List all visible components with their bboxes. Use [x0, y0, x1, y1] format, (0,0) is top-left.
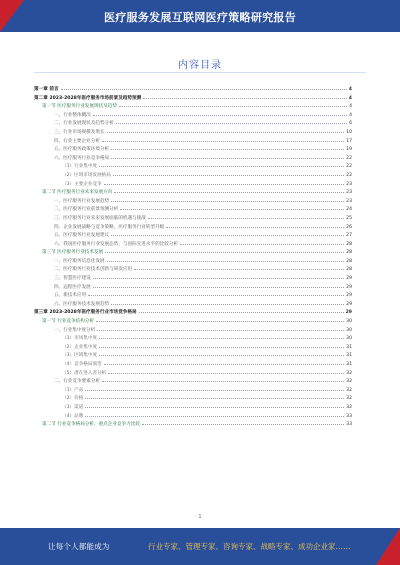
toc-entry[interactable]: [34, 127, 352, 136]
toc-entry-page: 29: [346, 301, 352, 307]
toc-entry-page: 27: [346, 233, 352, 239]
toc-entry[interactable]: [34, 101, 352, 110]
footer-banner: [0, 528, 400, 565]
toc-entry-page: 31: [346, 353, 352, 359]
toc-entry-page: 32: [346, 404, 352, 410]
toc-entry-title: 一、行业整体概况: [54, 112, 91, 118]
toc-entry-title: 二、医疗服务行业前景预测分析: [54, 207, 119, 213]
toc-leader-dots: [102, 376, 344, 382]
toc-entry[interactable]: [34, 179, 352, 188]
toc-heading: 内容目录: [178, 60, 222, 71]
toc-entry-title: 第二章 2023-2028年医疗服务市场前景及趋势预测: [34, 95, 142, 101]
toc-entry-page: 4: [349, 112, 352, 118]
toc-entry[interactable]: [34, 307, 352, 316]
toc-entry-page: 22: [346, 172, 352, 178]
toc-entry-page: 30: [346, 327, 352, 333]
toc-entry-title: 四、企业发展战略与竞争策略，医疗服务行业转型升级: [54, 224, 165, 230]
toc-entry[interactable]: [34, 359, 352, 368]
toc-leader-dots: [85, 411, 344, 417]
toc-entry[interactable]: [34, 402, 352, 411]
toc-entry[interactable]: [34, 247, 352, 256]
toc-entry-page: 24: [346, 207, 352, 213]
toc-entry[interactable]: [34, 170, 352, 179]
toc-entry-page: 29: [346, 284, 352, 290]
toc-leader-dots: [111, 153, 344, 159]
toc-entry-page: 31: [346, 344, 352, 350]
toc-leader-dots: [96, 316, 344, 322]
toc-entry[interactable]: [34, 153, 352, 162]
toc-leader-dots: [85, 393, 344, 399]
toc-entry-title: 第一节 医疗服务行业发展现状及趋势: [42, 104, 117, 110]
toc-entry-title: （2）企业集中度: [62, 344, 98, 350]
toc-entry-page: 33: [346, 422, 352, 428]
toc-leader-dots: [166, 222, 344, 228]
footer-tagline: 行业专家、管理专家、咨询专家、战略专家、成功企业家……: [148, 542, 351, 551]
toc-entry-page: 28: [346, 250, 352, 256]
report-header-banner: [0, 0, 400, 32]
toc-entry-title: （3）渠道: [62, 404, 84, 410]
toc-entry-page: 4: [349, 104, 352, 110]
toc-entry[interactable]: [34, 84, 352, 93]
toc-entry-page: 23: [346, 181, 352, 187]
toc-entry[interactable]: [34, 213, 352, 222]
toc-leader-dots: [111, 144, 344, 150]
toc-leader-dots: [116, 118, 347, 124]
toc-entry[interactable]: [34, 290, 352, 299]
toc-leader-dots: [85, 385, 344, 391]
toc-entry[interactable]: [34, 333, 352, 342]
toc-entry[interactable]: [34, 230, 352, 239]
toc-leader-dots: [93, 273, 344, 279]
toc-entry[interactable]: [34, 239, 352, 248]
toc-entry[interactable]: [34, 93, 352, 102]
toc-entry-title: （3）区域集中度: [62, 353, 98, 359]
toc-entry-title: 第三节 医疗服务行业技术发展: [42, 250, 104, 256]
toc-entry-title: （1）行业集中度: [62, 164, 98, 170]
toc-entry-title: 五、医疗服务政策环境分析: [54, 147, 110, 153]
toc-entry-page: 28: [346, 241, 352, 247]
toc-entry-title: （2）价格: [62, 396, 84, 402]
toc-entry[interactable]: [34, 316, 352, 325]
toc-leader-dots: [61, 84, 347, 90]
toc-entry-title: （1）市场集中度: [62, 336, 98, 342]
toc-entry-title: 第三章 2023-2028年医疗服务行业市场竞争格局: [34, 310, 137, 316]
toc-entry[interactable]: [34, 264, 352, 273]
toc-entry[interactable]: [34, 144, 352, 153]
toc-entry[interactable]: [34, 342, 352, 351]
toc-entry[interactable]: [34, 118, 352, 127]
toc-entry-title: （4）品牌: [62, 413, 84, 419]
toc-leader-dots: [99, 350, 344, 356]
toc-entry-title: （3）主要企业竞争: [62, 181, 102, 187]
toc-leader-dots: [119, 101, 347, 107]
toc-entry[interactable]: [34, 368, 352, 377]
toc-leader-dots: [111, 196, 344, 202]
toc-entry-page: 17: [346, 138, 352, 144]
toc-entry-page: 4: [348, 95, 352, 101]
footer-slogan: 让每个人都能成为: [48, 542, 110, 551]
toc-entry-page: 32: [346, 387, 352, 393]
toc-entry-page: 10: [346, 129, 352, 135]
toc-entry[interactable]: [34, 161, 352, 170]
toc-entry-page: 22: [346, 155, 352, 161]
toc-entry-page: 29: [346, 293, 352, 299]
toc-leader-dots: [99, 161, 344, 167]
toc-entry[interactable]: [34, 136, 352, 145]
toc-entry-page: 26: [346, 224, 352, 230]
toc-entry-title: 二、医疗服务行业技术创新与研发应用: [54, 267, 133, 273]
toc-entry-title: 六、医疗服务行业竞争格局: [54, 155, 110, 161]
toc-entry[interactable]: [34, 273, 352, 282]
toc-entry-title: 第一章 前言: [34, 87, 59, 92]
toc-leader-dots: [107, 127, 345, 133]
toc-entry[interactable]: [34, 393, 352, 402]
toc-leader-dots: [104, 179, 344, 185]
toc-leader-dots: [108, 368, 344, 374]
toc-entry-title: 一、医疗服务信息化发展: [54, 258, 105, 264]
toc-leader-dots: [111, 299, 344, 305]
toc-leader-dots: [93, 282, 344, 288]
table-of-contents: [34, 84, 352, 428]
toc-leader-dots: [139, 307, 344, 313]
toc-entry-title: 第二节 行业竞争格局分析，重点企业竞争力比较: [42, 422, 140, 428]
toc-entry-page: 4: [348, 87, 352, 92]
toc-leader-dots: [142, 419, 344, 425]
toc-leader-dots: [97, 325, 344, 331]
toc-entry-page: 33: [346, 413, 352, 419]
report-title: 医疗服务发展互联网医疗策略研究报告: [103, 11, 297, 24]
toc-entry[interactable]: [34, 325, 352, 334]
toc-leader-dots: [113, 170, 344, 176]
toc-entry-title: 三、行业市场规模及增长: [54, 129, 105, 135]
toc-leader-dots: [180, 239, 344, 245]
toc-entry-title: 三、医疗服务行业未来发展面临的机遇与挑战: [54, 215, 146, 221]
toc-entry-title: 二、行业发展现状及趋势分析: [54, 121, 114, 127]
toc-leader-dots: [105, 247, 344, 253]
toc-entry[interactable]: [34, 376, 352, 385]
toc-entry-page: 32: [346, 379, 352, 385]
toc-entry[interactable]: [34, 110, 352, 119]
toc-entry-title: 五、新技术应用: [54, 293, 87, 299]
toc-leader-dots: [148, 213, 344, 219]
toc-leader-dots: [134, 264, 344, 270]
toc-entry-page: 28: [346, 258, 352, 264]
toc-entry-page: 6: [349, 121, 352, 127]
toc-leader-dots: [99, 333, 344, 339]
toc-entry[interactable]: [34, 256, 352, 265]
toc-leader-dots: [93, 110, 347, 116]
toc-entry-title: （2）区域市场发展格局: [62, 172, 111, 178]
toc-entry-title: 一、医疗服务行业发展趋势: [54, 198, 110, 204]
toc-entry[interactable]: [34, 187, 352, 196]
toc-leader-dots: [143, 93, 347, 99]
toc-entry-page: 19: [346, 147, 352, 153]
toc-entry-title: 二、行业竞争要素分析: [54, 379, 100, 385]
page-number: 1: [198, 514, 202, 520]
toc-entry-title: 四、行业主要企业分析: [54, 138, 100, 144]
toc-entry-title: 六、我国医疗服务行业发展态势，与国际先进水平的比较分析: [54, 241, 179, 247]
toc-entry-title: 一、行业集中度分析: [54, 327, 96, 333]
toc-leader-dots: [120, 204, 344, 210]
footer-red-accent: [376, 528, 400, 565]
toc-entry[interactable]: [34, 299, 352, 308]
toc-entry-page: 22: [346, 164, 352, 170]
toc-entry[interactable]: [34, 419, 352, 428]
toc-entry[interactable]: [34, 204, 352, 213]
toc-entry[interactable]: [34, 350, 352, 359]
toc-entry[interactable]: [34, 411, 352, 420]
toc-entry-page: 25: [346, 215, 352, 221]
toc-entry[interactable]: [34, 385, 352, 394]
toc-entry-page: 29: [345, 310, 352, 316]
toc-entry-page: 30: [346, 319, 352, 325]
toc-entry-title: （5）潜在进入者分析: [62, 370, 107, 376]
toc-entry[interactable]: [34, 282, 352, 291]
toc-entry-page: 31: [346, 362, 352, 367]
toc-entry-page: 23: [346, 198, 352, 204]
toc-entry-page: 23: [346, 190, 352, 196]
toc-entry[interactable]: [34, 222, 352, 231]
toc-leader-dots: [107, 256, 345, 262]
toc-entry-title: （1）产品: [62, 387, 84, 393]
toc-entry-page: 28: [346, 267, 352, 273]
toc-entry-page: 29: [346, 276, 352, 282]
toc-leader-dots: [88, 290, 344, 296]
toc-entry[interactable]: [34, 196, 352, 205]
toc-entry-title: 三、智慧医疗建设: [54, 276, 91, 282]
toc-leader-dots: [85, 402, 344, 408]
toc-entry-page: 32: [346, 396, 352, 402]
toc-entry-title: 五、医疗服务行业发展建议: [54, 233, 110, 239]
toc-leader-dots: [99, 342, 344, 348]
toc-entry-page: 30: [346, 336, 352, 342]
toc-entry-title: 六、医疗服务技术发展趋势: [54, 301, 110, 307]
toc-entry-title: 四、远程医疗发展: [54, 284, 91, 290]
toc-leader-dots: [114, 187, 344, 193]
toc-leader-dots: [102, 136, 344, 142]
toc-entry-title: 第一节 行业竞争结构分析: [42, 319, 94, 325]
toc-entry-title: （4）竞争格局演变: [62, 362, 102, 367]
toc-leader-dots: [111, 230, 344, 236]
toc-entry-page: 32: [346, 370, 352, 376]
toc-entry-title: 第二节 医疗服务行业未来发展方向: [42, 190, 113, 196]
toc-leader-dots: [104, 359, 344, 365]
toc-divider: [34, 72, 366, 73]
